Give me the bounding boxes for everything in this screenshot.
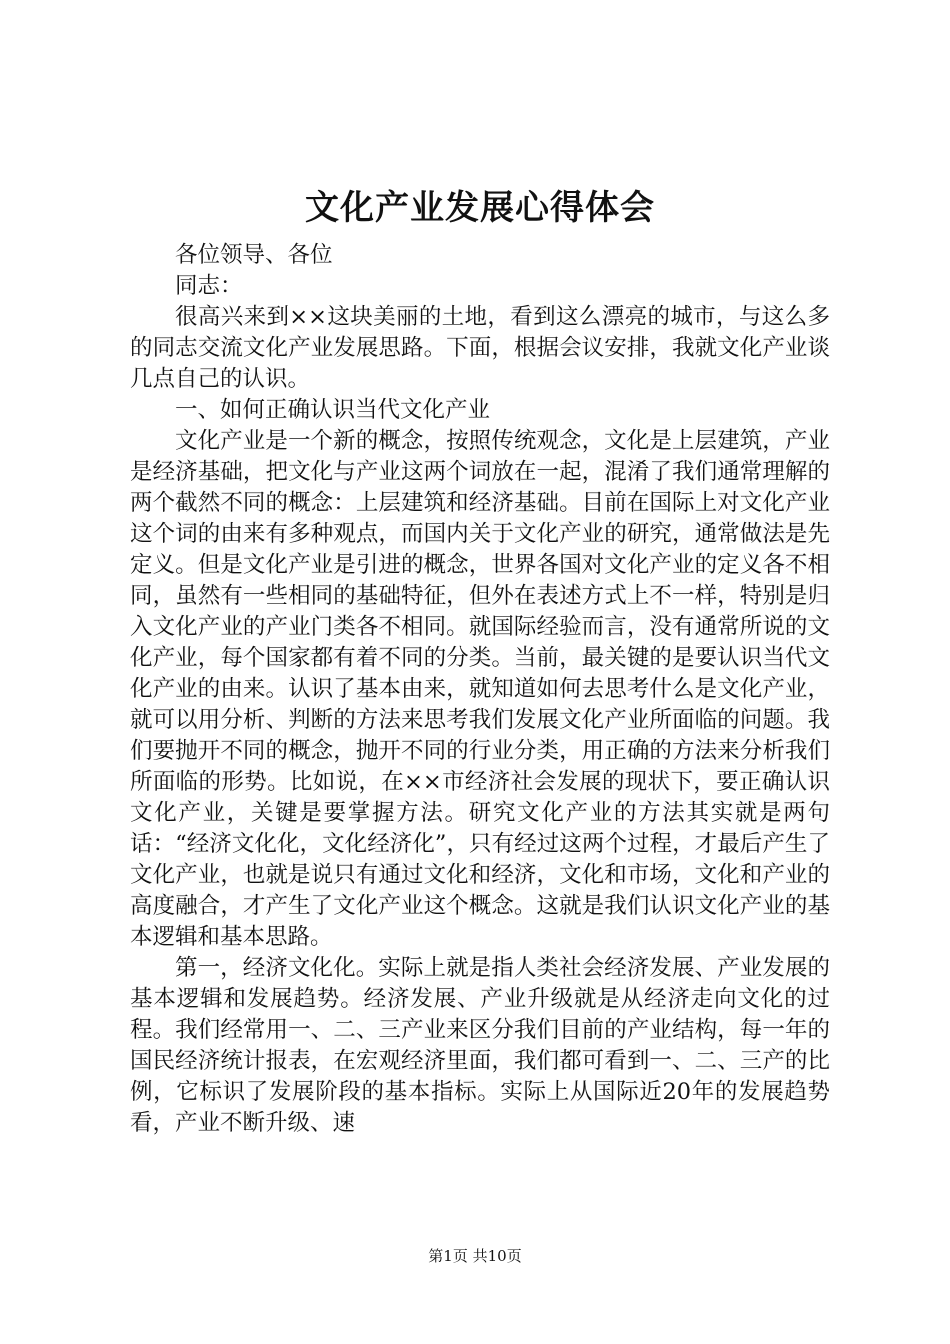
document-body	[130, 240, 830, 1139]
paragraph-economy-culturalization: 第一，经济文化化。实际上就是指人类社会经济发展、产业发展的基本逻辑和发展趋势。经济发展、产业升级就是从经济走向文化的过程。我们经常用一、二、三产业来区分我们目前的产业结构，每一年的国民经济统计报表，在宏观经济里面，我们都可看到一、二、三产的比例，它标识了发展阶段的基本指标。实际上从国际近20年的发展趋势看，产业不断升级、速	[130, 955, 830, 1136]
paragraph-intro: 很高兴来到××这块美丽的土地，看到这么漂亮的城市，与这么多的同志交流文化产业发展思路。下面，根据会议安排，我就文化产业谈几点自己的认识。	[130, 304, 830, 392]
salutation-line-2: 同志：	[175, 273, 243, 299]
section-heading-1: 一、如何正确认识当代文化产业	[175, 397, 491, 423]
page-footer: 第1页 共10页	[428, 1247, 522, 1265]
salutation-line-1: 各位领导、各位	[175, 242, 333, 268]
document-page	[130, 180, 830, 1139]
paragraph-cultural-industry: 文化产业是一个新的概念，按照传统观念，文化是上层建筑，产业是经济基础，把文化与产业这两个词放在一起，混淆了我们通常理解的两个截然不同的概念：上层建筑和经济基础。目前在国际上对文化产业这个词的由来有多种观点，而国内关于文化产业的研究，通常做法是先定义。但是文化产业是引进的概念，世界各国对文化产业的定义各不相同，虽然有一些相同的基础特征，但外在表述方式上不一样，特别是归入文化产业的产业门类各不相同。就国际经验而言，没有通常所说的文化产业，每个国家都有着不同的分类。当前，最关键的是要认识当代文化产业的由来。认识了基本由来，就知道如何去思考什么是文化产业，就可以用分析、判断的方法来思考我们发展文化产业所面临的问题。我们要抛开不同的概念，抛开不同的行业分类，用正确的方法来分析我们所面临的形势。比如说，在××市经济社会发展的现状下，要正确认识文化产业，关键是要掌握方法。研究文化产业的方法其实就是两句话：“经济文化化，文化经济化”，只有经过这两个过程，才最后产生了文化产业，也就是说只有通过文化和经济，文化和市场，文化和产业的高度融合，才产生了文化产业这个概念。这就是我们认识文化产业的基本逻辑和基本思路。	[130, 428, 830, 950]
document-title: 文化产业发展心得体会	[305, 188, 655, 228]
